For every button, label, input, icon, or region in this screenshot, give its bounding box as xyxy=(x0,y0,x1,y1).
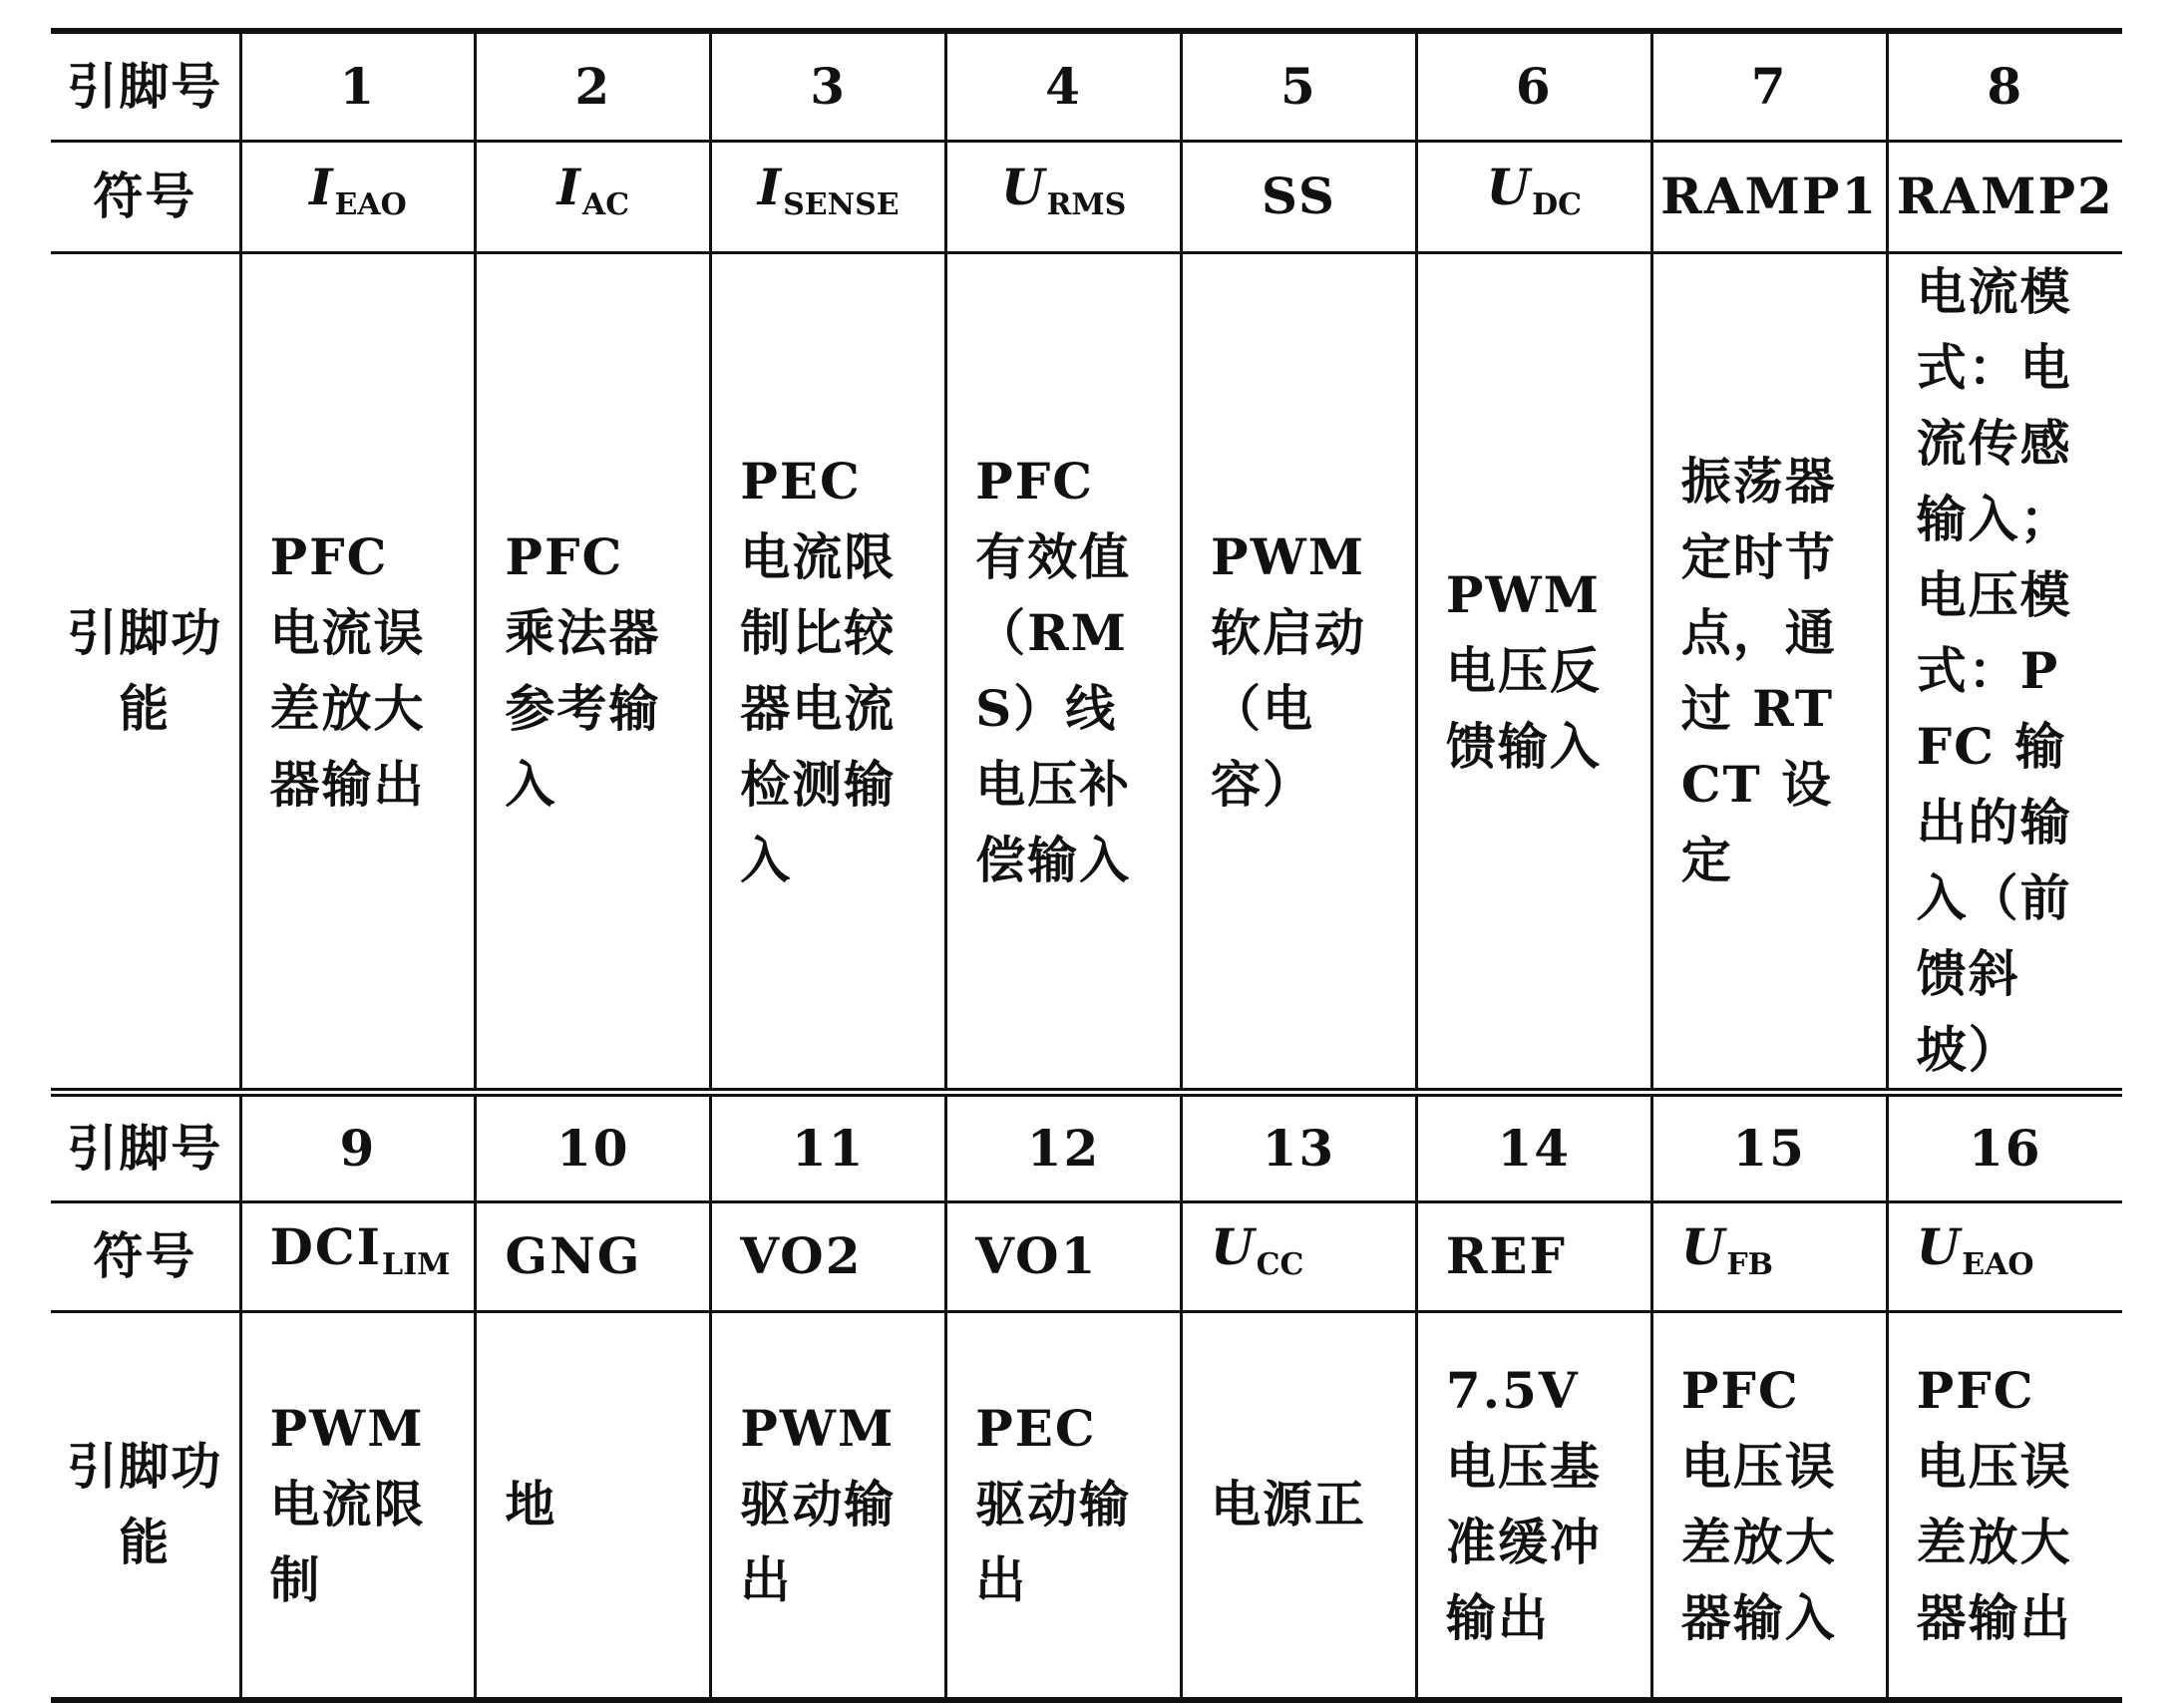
symbol-header: 符号 xyxy=(93,167,197,225)
symbol-subscript: EAO xyxy=(334,187,407,222)
symbol-cell xyxy=(711,141,946,252)
function-cell: 电源正 xyxy=(1182,1311,1417,1700)
symbol-row-top xyxy=(51,141,2122,252)
function-cell: 地 xyxy=(476,1311,711,1700)
symbol-main: RAMP2 xyxy=(1896,167,2114,225)
symbol-cell xyxy=(1651,141,1887,252)
pin-number-cell: 11 xyxy=(711,1092,946,1201)
function-cell: PFC 电压误差放大器输入 xyxy=(1651,1311,1887,1700)
symbol-cell xyxy=(1182,1201,1417,1311)
function-cell: PWM 软启动（电容） xyxy=(1182,252,1417,1092)
pin-number-cell: 7 xyxy=(1651,31,1887,141)
function-cell: PFC 有效值（RMS）线电压补偿输入 xyxy=(946,252,1182,1092)
pin-number-row-top xyxy=(51,31,2122,141)
pin-number-cell: 4 xyxy=(946,31,1182,141)
function-cell: PFC 乘法器参考输入 xyxy=(476,252,711,1092)
symbol-cell xyxy=(711,1201,946,1311)
symbol-subscript: CC xyxy=(1256,1247,1304,1282)
symbol-subscript: FB xyxy=(1726,1247,1774,1282)
pin-number-cell: 1 xyxy=(240,31,476,141)
function-cell: PWM 电流限制 xyxy=(240,1311,476,1700)
symbol-cell xyxy=(1182,141,1417,252)
symbol-main: REF xyxy=(1445,1226,1568,1285)
symbol-header: 符号 xyxy=(93,1226,197,1285)
symbol-main: U xyxy=(1486,158,1533,216)
pin-number-cell: 8 xyxy=(1887,31,2122,141)
symbol-main: DCI xyxy=(269,1217,383,1276)
pin-number-cell: 10 xyxy=(476,1092,711,1201)
function-cell: PEC 驱动输出 xyxy=(946,1311,1182,1700)
symbol-main: U xyxy=(1000,158,1047,216)
pin-number-cell: 5 xyxy=(1182,31,1417,141)
symbol-main: I xyxy=(556,158,582,216)
symbol-main: U xyxy=(1680,1217,1727,1276)
pin-number-header: 引脚号 xyxy=(67,1118,223,1178)
symbol-main: I xyxy=(309,158,335,216)
symbol-cell xyxy=(1416,141,1651,252)
symbol-cell xyxy=(476,1201,711,1311)
symbol-cell xyxy=(240,141,476,252)
pin-function-table xyxy=(51,28,2122,1703)
symbol-cell xyxy=(1887,141,2122,252)
function-cell: PEC 电流限制比较器电流检测输入 xyxy=(711,252,946,1092)
symbol-cell xyxy=(240,1201,476,1311)
pin-number-cell: 12 xyxy=(946,1092,1182,1201)
symbol-main: GNG xyxy=(505,1226,642,1285)
symbol-main: VO1 xyxy=(975,1226,1098,1285)
symbol-main: RAMP1 xyxy=(1660,167,1879,225)
function-cell: 7.5V 电压基准缓冲输出 xyxy=(1416,1311,1651,1700)
function-row-top xyxy=(51,252,2122,1092)
symbol-main: U xyxy=(1211,1217,1257,1276)
function-cell: PWM 驱动输出 xyxy=(711,1311,946,1700)
pin-number-cell: 9 xyxy=(240,1092,476,1201)
function-cell: PFC 电压误差放大器输出 xyxy=(1887,1311,2122,1700)
symbol-cell xyxy=(946,1201,1182,1311)
symbol-subscript: AC xyxy=(581,187,630,222)
function-header: 引脚功能 xyxy=(67,1437,223,1572)
symbol-subscript: EAO xyxy=(1962,1247,2034,1282)
function-row-bottom xyxy=(51,1311,2122,1700)
pin-number-cell: 16 xyxy=(1887,1092,2122,1201)
function-cell: PFC 电流误差放大器输出 xyxy=(240,252,476,1092)
pin-number-row-bottom xyxy=(51,1092,2122,1201)
pin-number-header: 引脚号 xyxy=(67,56,223,116)
symbol-main: VO2 xyxy=(740,1226,863,1285)
pin-number-cell: 6 xyxy=(1416,31,1651,141)
symbol-cell xyxy=(1416,1201,1651,1311)
symbol-subscript: RMS xyxy=(1046,187,1127,222)
pin-number-cell: 2 xyxy=(476,31,711,141)
symbol-row-bottom xyxy=(51,1201,2122,1311)
symbol-main: I xyxy=(757,158,784,216)
symbol-subscript: LIM xyxy=(382,1247,451,1282)
symbol-subscript: SENSE xyxy=(783,187,900,222)
symbol-cell xyxy=(946,141,1182,252)
pin-number-cell: 14 xyxy=(1416,1092,1651,1201)
symbol-cell xyxy=(1887,1201,2122,1311)
pin-table-container xyxy=(51,28,2122,1648)
function-cell: 振荡器定时节点，通过 RTCT 设定 xyxy=(1651,252,1887,1092)
pin-number-cell: 15 xyxy=(1651,1092,1887,1201)
function-cell: PWM 电压反馈输入 xyxy=(1416,252,1651,1092)
symbol-subscript: DC xyxy=(1532,187,1583,222)
pin-number-cell: 3 xyxy=(711,31,946,141)
symbol-cell xyxy=(476,141,711,252)
function-cell: 电流模式：电流传感输入；电压模式：PFC 输出的输入（前馈斜坡） xyxy=(1887,252,2122,1092)
symbol-main: SS xyxy=(1261,167,1336,225)
symbol-main: U xyxy=(1916,1217,1963,1276)
function-header: 引脚功能 xyxy=(67,602,223,738)
pin-number-cell: 13 xyxy=(1182,1092,1417,1201)
symbol-cell xyxy=(1651,1201,1887,1311)
